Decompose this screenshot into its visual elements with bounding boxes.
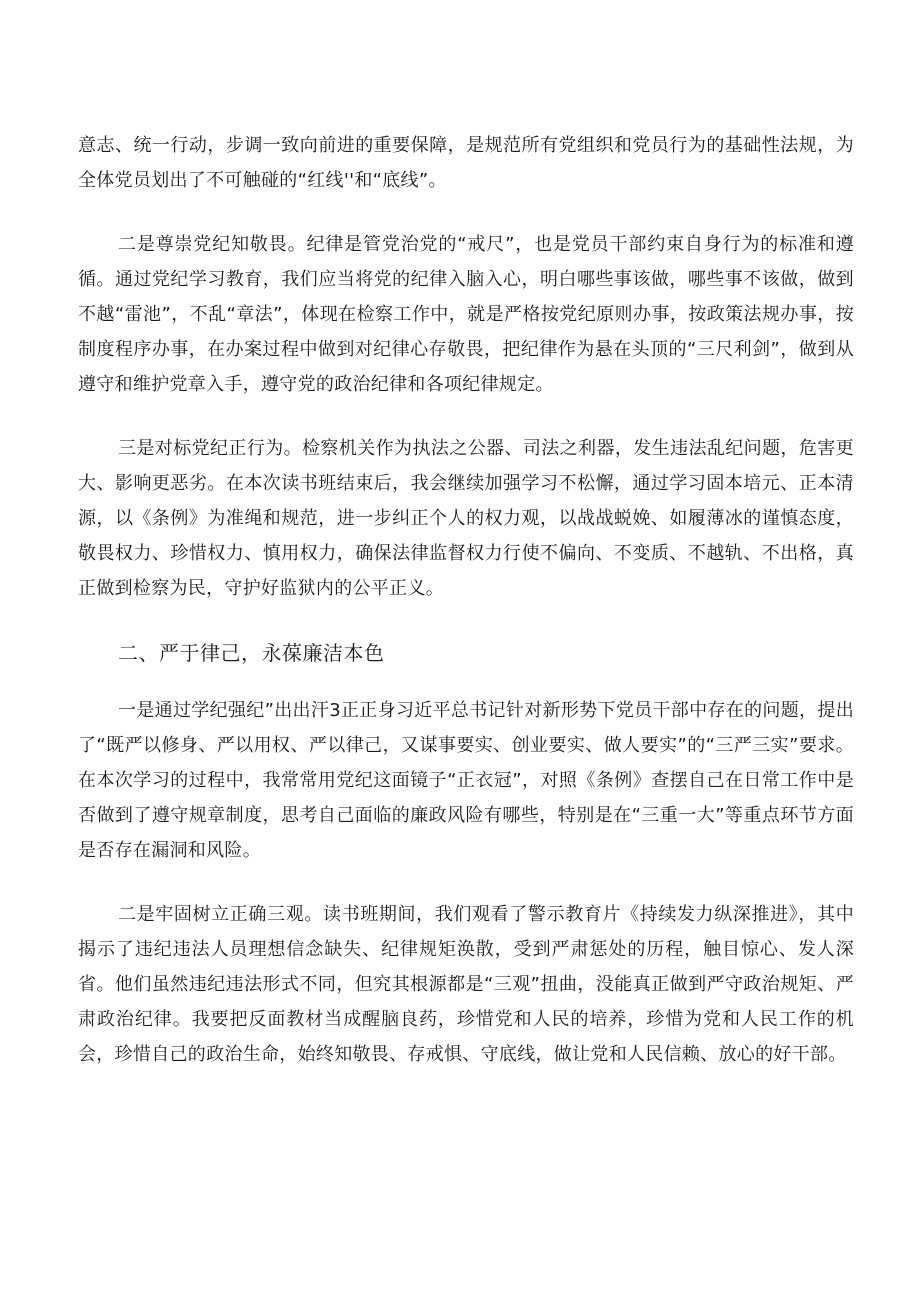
paragraph-correct-views: 二是牢固树立正确三观。读书班期间，我们观看了警示教育片《持续发力纵深推进》，其中揭示了违纪违法人员理想信念缺失、纪律规矩涣散，受到严肃惩处的历程，触目惊心、发人深省。他们虽然违纪违法形式不同，但究其根源都是“三观”扭曲，没能真正做到严守政治规矩、严肃政治纪律。我要把反面教材当成醒脑良药，珍惜党和人民的培养，珍惜为党和人民工作的机会，珍惜自己的政治生命，始终知敬畏、存戒惧、守底线，做让党和人民信赖、放心的好干部。 [78, 904, 854, 1065]
paragraph-respect-discipline: 二是尊崇党纪知敬畏。纪律是管党治党的“戒尺”，也是党员干部约束自身行为的标准和遵循。通过党纪学习教育，我们应当将党的纪律入脑入心，明白哪些事该做，哪些事不该做，做到不越“雷池”，不乱“章法”，体现在检察工作中，就是严格按党纪原则办事，按政策法规办事，按制度程序办事，在办案过程中做到对纪律心存敬畏，把纪律作为悬在头顶的“三尺利剑”，做到从遵守和维护党章入手，遵守党的政治纪律和各项纪律规定。 [78, 234, 854, 395]
paragraph-benchmark-discipline: 三是对标党纪正行为。检察机关作为执法之公器、司法之利器，发生违法乱纪问题，危害更大、影响更恶劣。在本次读书班结束后，我会继续加强学习不松懈，通过学习固本培元、正本清源，以《条例》为准绳和规范，进一步纠正个人的权力观，以战战蜕娩、如履薄冰的谨慎态度，敬畏权力、珍惜权力、慎用权力，确保法律监督权力行使不偏向、不变质、不越轨、不出格，真正做到检察为民，守护好监狱内的公平正义。 [78, 438, 854, 599]
section-heading-strict-self-discipline: 二、严于律己，永葆廉洁本色 [118, 641, 385, 665]
paragraph-continuation: 意志、统一行动，步调一致向前进的重要保障，是规范所有党组织和党员行为的基础性法规，为全体党员划出了不可触碰的“红线''和“底线”。 [78, 135, 854, 191]
paragraph-learn-discipline: 一是通过学纪强纪”出出汗3正正身习近平总书记针对新形势下党员干部中存在的问题，提出了“既严以修身、严以用权、严以律己，又谋事要实、创业要实、做人要实”的“三严三实”要求。在本次学习的过程中，我常常用党纪这面镜子“正衣冠”，对照《条例》查摆自己在日常工作中是否做到了遵守规章制度，思考自己面临的廉政风险有哪些，特别是在“三重一大”等重点环节方面是否存在漏洞和风险。 [78, 700, 854, 861]
